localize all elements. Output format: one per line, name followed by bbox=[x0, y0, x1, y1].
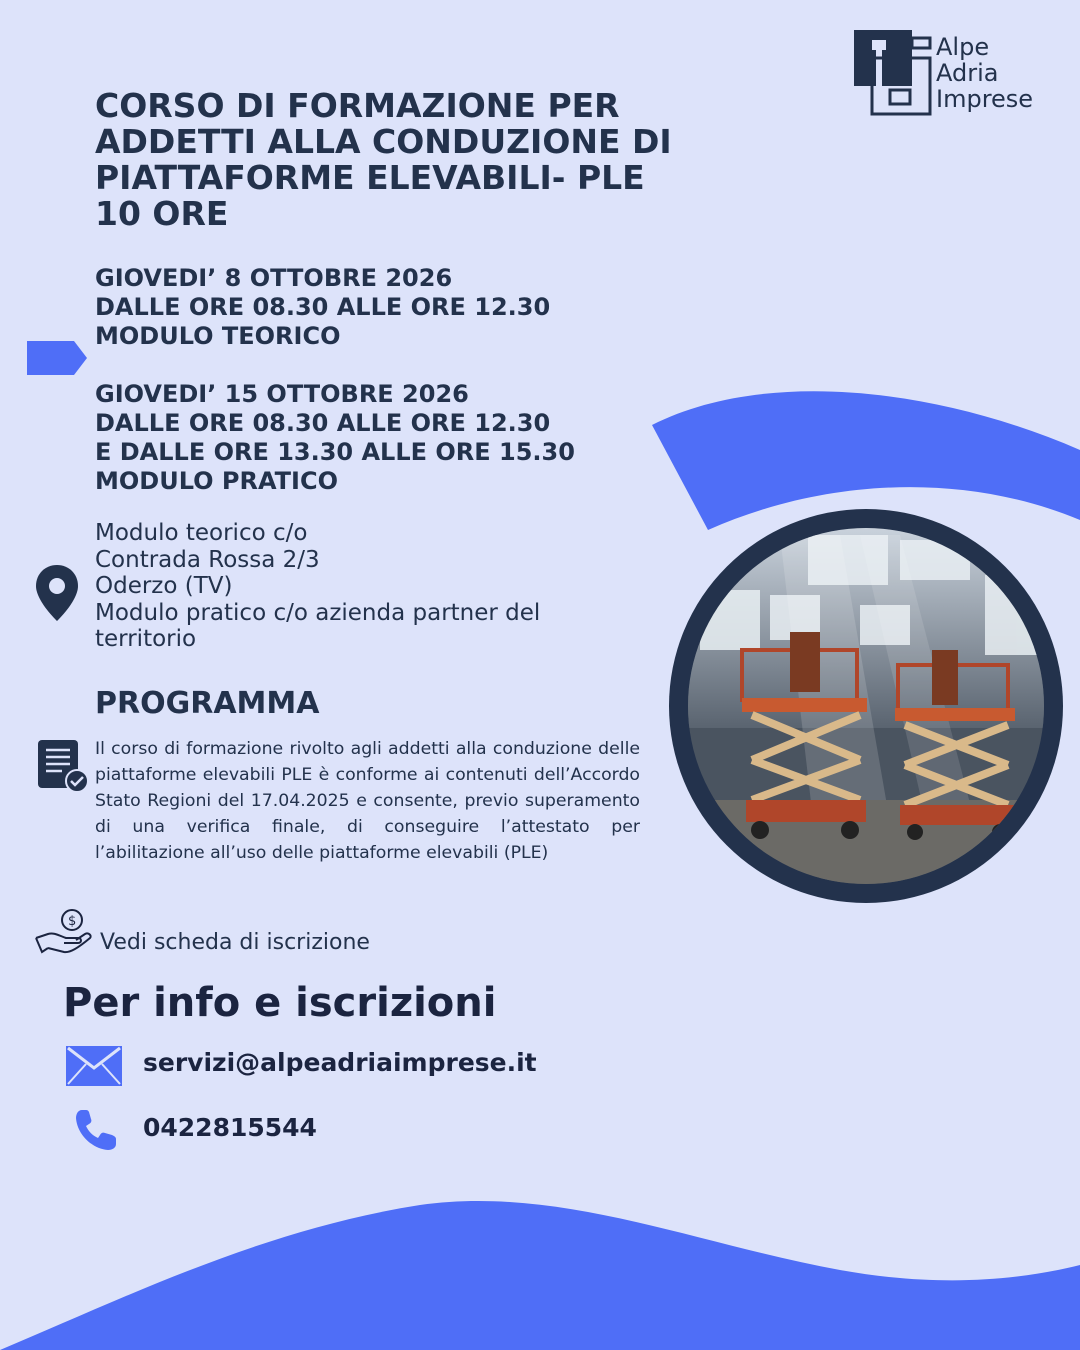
location-line: Contrada Rossa 2/3 bbox=[95, 546, 320, 573]
document-check-icon bbox=[36, 738, 90, 794]
schedule-date: GIOVEDI’ 8 OTTOBRE 2026 bbox=[95, 264, 453, 292]
logo-mark-icon bbox=[852, 28, 932, 118]
programma-heading: PROGRAMMA bbox=[95, 686, 320, 721]
schedule-time: E DALLE ORE 13.30 ALLE ORE 15.30 bbox=[95, 438, 575, 466]
phone-icon bbox=[74, 1108, 118, 1152]
schedule-block-1 bbox=[95, 264, 550, 351]
logo-line-3: Imprese bbox=[936, 85, 1034, 113]
accent-wave-bottom bbox=[0, 1201, 1080, 1350]
logo-line-2: Adria bbox=[936, 59, 999, 87]
page-title: CORSO DI FORMAZIONE PER ADDETTI ALLA CONDUZIONE DI PIATTAFORME ELEVABILI- PLE 10 ORE bbox=[95, 86, 672, 233]
schedule-time: DALLE ORE 08.30 ALLE ORE 12.30 bbox=[95, 293, 551, 321]
envelope-icon bbox=[66, 1046, 122, 1086]
map-pin-icon bbox=[34, 563, 80, 623]
schedule-module: MODULO TEORICO bbox=[95, 322, 341, 350]
location-line: Modulo pratico c/o azienda partner del bbox=[95, 599, 541, 626]
logo-line-1: Alpe bbox=[936, 33, 990, 61]
logo-text bbox=[936, 34, 1033, 112]
tag-arrow-icon bbox=[27, 341, 87, 375]
location-block bbox=[95, 520, 540, 653]
contact-heading: Per info e iscrizioni bbox=[63, 980, 497, 1026]
scissor-lift-photo bbox=[688, 528, 1044, 884]
location-line: Modulo teorico c/o bbox=[95, 520, 308, 546]
schedule-block-2 bbox=[95, 380, 575, 496]
programma-text: Il corso di formazione rivolto agli addetti alla conduzione delle piattaforme elevabili PLE è conforme ai contenuti dell’Accordo Stato Regioni del 17.04.2025 e consente, previo superamento di una verifica finale, di conseguire l’attestato per l’abilitazione all’uso delle piattaforme elevabili (PLE) bbox=[95, 739, 640, 863]
registration-link[interactable]: Vedi scheda di iscrizione bbox=[100, 930, 370, 955]
money-hand-icon bbox=[34, 908, 94, 956]
svg-text:$: $ bbox=[68, 914, 77, 929]
location-line: Oderzo (TV) bbox=[95, 573, 233, 599]
logo bbox=[852, 28, 932, 118]
contact-phone[interactable]: 0422815544 bbox=[143, 1113, 317, 1142]
schedule-module: MODULO PRATICO bbox=[95, 467, 338, 495]
contact-email[interactable]: servizi@alpeadriaimprese.it bbox=[143, 1048, 537, 1077]
location-line: territorio bbox=[95, 626, 197, 652]
schedule-date: GIOVEDI’ 15 OTTOBRE 2026 bbox=[95, 380, 469, 408]
schedule-time: DALLE ORE 08.30 ALLE ORE 12.30 bbox=[95, 409, 551, 437]
